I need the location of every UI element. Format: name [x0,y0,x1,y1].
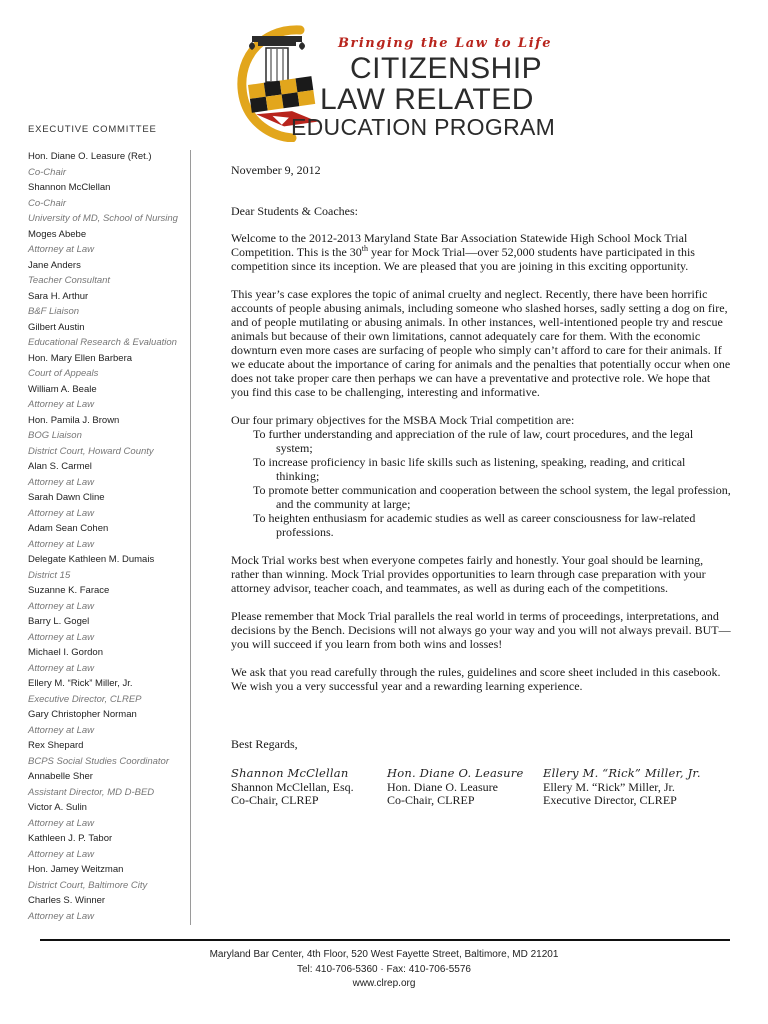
member-title: Attorney at Law [28,538,95,550]
member-name: Delegate Kathleen M. Dumais [28,554,155,565]
committee-member [28,444,193,460]
letter-date: November 9, 2012 [231,163,321,177]
committee-member [28,707,193,738]
member-title: District Court, Baltimore City [28,879,148,891]
committee-member [28,490,193,521]
paragraph-welcome-part-1: Welcome to the 2012-2013 Maryland State Bar Association Statewide High School Mock Trial Competition. This is the 30 [231,231,688,259]
member-name: Alan S. Carmel [28,461,92,472]
member-name: Kathleen J. P. Tabor [28,833,113,844]
member-name: Ellery M. “Rick” Miller, Jr. [28,678,133,689]
paragraph-welcome-part-2: year for Mock Trial—over 52,000 students have participated in this competition since its inception. We are pleased that you are joining in this exciting opportunity. [231,245,695,273]
objective-item: To further understanding and appreciation of the rule of law, court procedures, and the legal system; [253,427,694,455]
committee-member [28,289,193,320]
member-name: Gilbert Austin [28,321,85,333]
member-title: Attorney at Law [28,244,95,255]
member-name: Adam Sean Cohen [28,523,109,534]
member-title: Educational Research & Evaluation [28,337,177,348]
signature-block [231,765,731,815]
member-name: Suzanne K. Farace [28,585,110,596]
member-name: Victor A. Sulin [28,802,87,813]
member-name: Annabelle Sher [28,771,93,782]
member-title: Attorney at Law [28,399,95,410]
org-name-line-2: LAW RELATED [320,83,534,116]
signer-role: Executive Director, CLREP [543,793,677,807]
member-name: Gary Christopher Norman [28,709,137,720]
member-title: Attorney at Law [28,848,95,860]
signer-role: Co-Chair, CLREP [231,793,319,807]
footer [0,948,768,992]
paragraph-real-world: Please remember that Mock Trial parallels the real world in terms of proceedings, interpretations, and decisions by the Bench. Decisions will not always go your way and you will not always prevail. BUT—you will succeed if you learn from both wins and losses! [231,609,731,651]
ordinal-suffix: th [361,244,369,253]
member-title: Attorney at Law [28,631,95,643]
member-title: Assistant Director, MD D-BED [28,786,155,798]
member-name: William A. Beale [28,383,97,395]
member-title: B&F Liaison [28,306,80,317]
letter-body [231,163,731,815]
member-name: Barry L. Gogel [28,616,90,627]
member-title: Court of Appeals [28,368,99,379]
paragraph-fair-play: Mock Trial works best when everyone competes fairly and honestly. Your goal should be learning, rather than winning. Mock Trial provides opportunities to learn through case preparation with your attorney advisor, teacher coach, and teammates, as well as during each of the competitions. [231,553,706,595]
paragraph-welcome [231,231,731,273]
committee-member [28,645,193,676]
member-title: Attorney at Law [28,817,95,829]
member-name: Hon. Jamey Weitzman [28,864,124,875]
sidebar-heading: EXECUTIVE COMMITTEE [28,124,157,135]
committee-member [28,211,193,227]
member-name: Charles S. Winner [28,895,106,906]
member-title: University of MD, School of Nursing [28,213,178,224]
member-name: Michael I. Gordon [28,647,103,658]
committee-member [28,738,193,769]
member-title: Co-Chair [28,197,67,209]
committee-member [28,149,193,180]
signer-name: Shannon McClellan, Esq. [231,780,354,794]
committee-member [28,320,193,351]
member-title: BOG Liaison [28,430,82,441]
committee-member [28,413,193,444]
footer-phone-fax: Tel: 410-706-5360 · Fax: 410-706-5576 [296,963,471,975]
footer-address: Maryland Bar Center, 4th Floor, 520 West Fayette Street, Baltimore, MD 21201 [209,949,559,960]
objective-item: To increase proficiency in basic life skills such as listening, speaking, reading, and critical thinking; [253,455,686,483]
signer-miller [543,765,701,807]
letter-closing: Best Regards, [231,737,298,751]
committee-member [28,227,193,258]
letter-salutation: Dear Students & Coaches: [231,204,358,218]
member-title: District 15 [28,569,71,581]
signer-name: Hon. Diane O. Leasure [387,780,498,794]
committee-member [28,552,193,583]
signer-leasure [387,765,523,807]
signer-name: Ellery M. “Rick” Miller, Jr. [543,780,675,794]
footer-rule [40,939,730,941]
handwritten-signature: Ellery M. “Rick” Miller, Jr. [543,766,701,780]
member-title: Attorney at Law [28,910,95,922]
sidebar-divider [190,150,191,925]
committee-member [28,676,193,707]
objective-item: To heighten enthusiasm for academic studies as well as career consciousness for law-related professions. [253,511,696,539]
member-title: BCPS Social Studies Coordinator [28,755,169,767]
member-name: Sarah Dawn Cline [28,492,105,503]
org-name-line-3: EDUCATION PROGRAM [291,114,556,140]
org-name-line-1: CITIZENSHIP [350,52,543,85]
member-title: Attorney at Law [28,662,95,674]
objective-item: To promote better communication and cooperation between the school system, the legal profession, and the community at large; [253,483,731,511]
member-name: Rex Shepard [28,740,84,751]
footer-website-link[interactable]: www.clrep.org [352,978,416,989]
member-title: Co-Chair [28,166,67,178]
member-title: Attorney at Law [28,507,95,519]
signer-mcclellan [231,765,354,807]
member-title: Teacher Consultant [28,275,111,286]
member-name: Hon. Mary Ellen Barbera [28,352,133,364]
objectives-list [231,427,731,539]
committee-member [28,521,193,552]
handwritten-signature: Hon. Diane O. Leasure [387,766,524,780]
member-title: Attorney at Law [28,724,95,736]
member-title: Attorney at Law [28,476,95,488]
member-title: District Court, Howard County [28,445,154,457]
handwritten-signature: Shannon McClellan [231,766,349,780]
committee-member [28,351,193,382]
committee-member [28,180,193,211]
member-title: Attorney at Law [28,600,95,612]
member-name: Hon. Diane O. Leasure (Ret.) [28,151,152,162]
committee-member [28,893,193,924]
logo-tagline: Bringing the Law to Life [338,36,553,51]
committee-member [28,831,193,862]
committee-member [28,862,193,893]
paragraph-rules: We ask that you read carefully through the rules, guidelines and score sheet included in this casebook. We wish you a very successful year and a rewarding learning experience. [231,665,721,693]
paragraph-case-topic: This year’s case explores the topic of animal cruelty and neglect. Recently, there have been horrific accounts of people abusing animals, including someone who slashed horses, sadly setting a dog on fire, and of people mutilating or abusing animals. In other instances, well-intentioned people try and rescue animals but because of their own limitations, cannot adequately care for them. With the economic downturn even more cases are surfacing of people who simply can’t afford to care for their animals. If we educate about the importance of caring for animals and the penalties that potentially occur when one does not take proper care then perhaps we can have a preventative and protective role. We hope that you find this case to be challenging, interesting and informative. [231,287,731,399]
member-name: Jane Anders [28,259,81,271]
committee-member [28,769,193,800]
member-title: Executive Director, CLREP [28,693,142,705]
committee-member [28,583,193,614]
member-name: Shannon McClellan [28,182,111,193]
member-name: Sara H. Arthur [28,290,89,302]
executive-committee-sidebar [28,124,193,924]
member-name: Moges Abebe [28,228,87,240]
member-name: Hon. Pamila J. Brown [28,414,120,426]
committee-member [28,459,193,490]
signer-role: Co-Chair, CLREP [387,793,475,807]
committee-member [28,800,193,831]
committee-member [28,258,193,289]
committee-member [28,382,193,413]
committee-member [28,614,193,645]
member-list [28,149,193,924]
objectives-intro: Our four primary objectives for the MSBA Mock Trial competition are: [231,413,575,427]
